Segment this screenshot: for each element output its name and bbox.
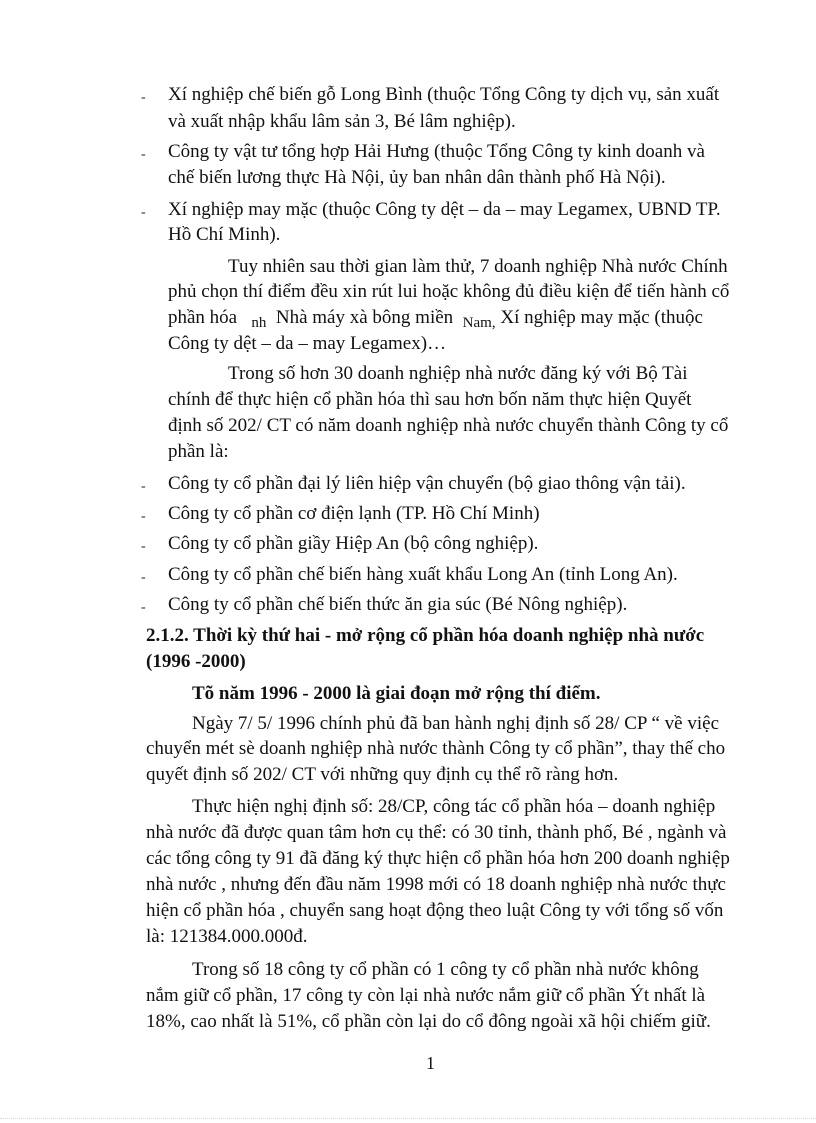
bullet-marker: - [141, 205, 146, 220]
para2-line4: phần là: [168, 441, 229, 462]
bullet-marker: - [141, 90, 146, 105]
para4-line1: Thực hiện nghị định số: 28/CP, công tác cổ phần hóa – doanh nghiệp [192, 796, 716, 817]
bullet-marker: - [141, 509, 146, 524]
para1-line3-e: Xí nghiệp may mặc (thuộc [500, 307, 703, 328]
para1-line3-a: phần hóa [168, 307, 238, 328]
para4-line3: các tổng công ty 91 đã đăng ký thực hiện cổ phần hóa hơn 200 doanh nghiệp [146, 848, 730, 869]
page-number: 1 [426, 1053, 435, 1073]
list1-item-1-line1: Xí nghiệp chế biến gỗ Long Bình (thuộc Tổng Công ty dịch vụ, sản xuất [168, 84, 720, 105]
para2-line2: chính để thực hiện cổ phần hóa thì sau hơn bốn năm thực hiện Quyết [168, 389, 692, 410]
list2-item-1: Công ty cổ phần đại lý liên hiệp vận chuyển (bộ giao thông vận tải). [168, 473, 686, 494]
bullet-marker: - [141, 147, 146, 162]
bullet-marker: - [141, 479, 146, 494]
para5-line1: Trong số 18 công ty cổ phần có 1 công ty cổ phần nhà nước không [192, 959, 699, 980]
para1-line3 [168, 306, 703, 331]
bullet-marker: - [141, 539, 146, 554]
para1-line3-b: nh [251, 315, 267, 331]
para4-line2: nhà nước đã được quan tâm hơn cụ thể: có 30 tỉnh, thành phố, Bé , ngành và [146, 822, 727, 843]
para3-line3: quyết định số 202/ CT với những quy định cụ thể rõ ràng hơn. [146, 764, 619, 785]
section-heading-line1: 2.1.2. Thời kỳ thứ hai - mở rộng cổ phần hóa doanh nghiệp nhà nước [146, 625, 705, 646]
para1-line1: Tuy nhiên sau thời gian làm thử, 7 doanh nghiệp Nhà nước Chính [228, 256, 728, 277]
para1-line4: Công ty dệt – da – may Legamex)… [168, 333, 447, 354]
page-bottom-divider [0, 1118, 816, 1119]
list2-item-4: Công ty cổ phần chế biến hàng xuất khẩu Long An (tỉnh Long An). [168, 564, 678, 585]
list2-item-2: Công ty cổ phần cơ điện lạnh (TP. Hồ Chí Minh) [168, 503, 540, 524]
para3-line2: chuyển mét sè doanh nghiệp nhà nước thành Công ty cổ phần”, thay thế cho [146, 738, 726, 759]
list2-item-3: Công ty cổ phần giầy Hiệp An (bộ công nghiệp). [168, 533, 539, 554]
para4-line6: là: 121384.000.000đ. [146, 926, 308, 947]
para1-line3-d: Nam, [462, 315, 496, 331]
para2-line3: định số 202/ CT có năm doanh nghiệp nhà nước chuyển thành Công ty cổ [168, 415, 729, 436]
list1-item-3-line2: Hồ Chí Minh). [168, 224, 281, 245]
para3-line1: Ngày 7/ 5/ 1996 chính phủ đã ban hành nghị định số 28/ CP “ về việc [192, 713, 719, 734]
bullet-marker: - [141, 570, 146, 585]
list2-item-5: Công ty cổ phần chế biến thức ăn gia súc (Bé Nông nghiệp). [168, 594, 628, 615]
bullet-marker: - [141, 600, 146, 615]
list1-item-1-line2: và xuất nhập khẩu lâm sản 3, Bé lâm nghiệp). [168, 111, 516, 132]
list1-item-3-line1: Xí nghiệp may mặc (thuộc Công ty dệt – da – may Legamex, UBND TP. [168, 199, 721, 220]
para4-line4: nhà nước , nhưng đến đầu năm 1998 mới có 18 doanh nghiệp nhà nước thực [146, 874, 726, 895]
section-heading-line2: (1996 -2000) [146, 651, 246, 672]
para2-line1: Trong số hơn 30 doanh nghiệp nhà nước đăng ký với Bộ Tài [228, 363, 688, 384]
subheading: Tõ năm 1996 - 2000 là giai đoạn mở rộng thí điểm. [192, 683, 601, 704]
para1-line3-c: Nhà máy xà bông miền [275, 307, 454, 328]
list1-item-2-line1: Công ty vật tư tổng hợp Hải Hưng (thuộc Tổng Công ty kinh doanh và [168, 141, 705, 162]
para4-line5: hiện cổ phần hóa , chuyển sang hoạt động theo luật Công ty với tổng số vốn [146, 900, 724, 921]
para5-line3: 18%, cao nhất là 51%, cổ phần còn lại do cổ đông ngoài xã hội chiếm giữ. [146, 1011, 711, 1032]
para5-line2: nắm giữ cổ phần, 17 công ty còn lại nhà nước nắm giữ cổ phần Ýt nhất là [146, 985, 706, 1006]
list1-item-2-line2: chế biến lương thực Hà Nội, ủy ban nhân dân thành phố Hà Nội). [168, 167, 666, 188]
para1-line2: phủ chọn thí điểm đều xin rút lui hoặc không đủ điều kiện để tiến hành cổ [168, 281, 730, 302]
